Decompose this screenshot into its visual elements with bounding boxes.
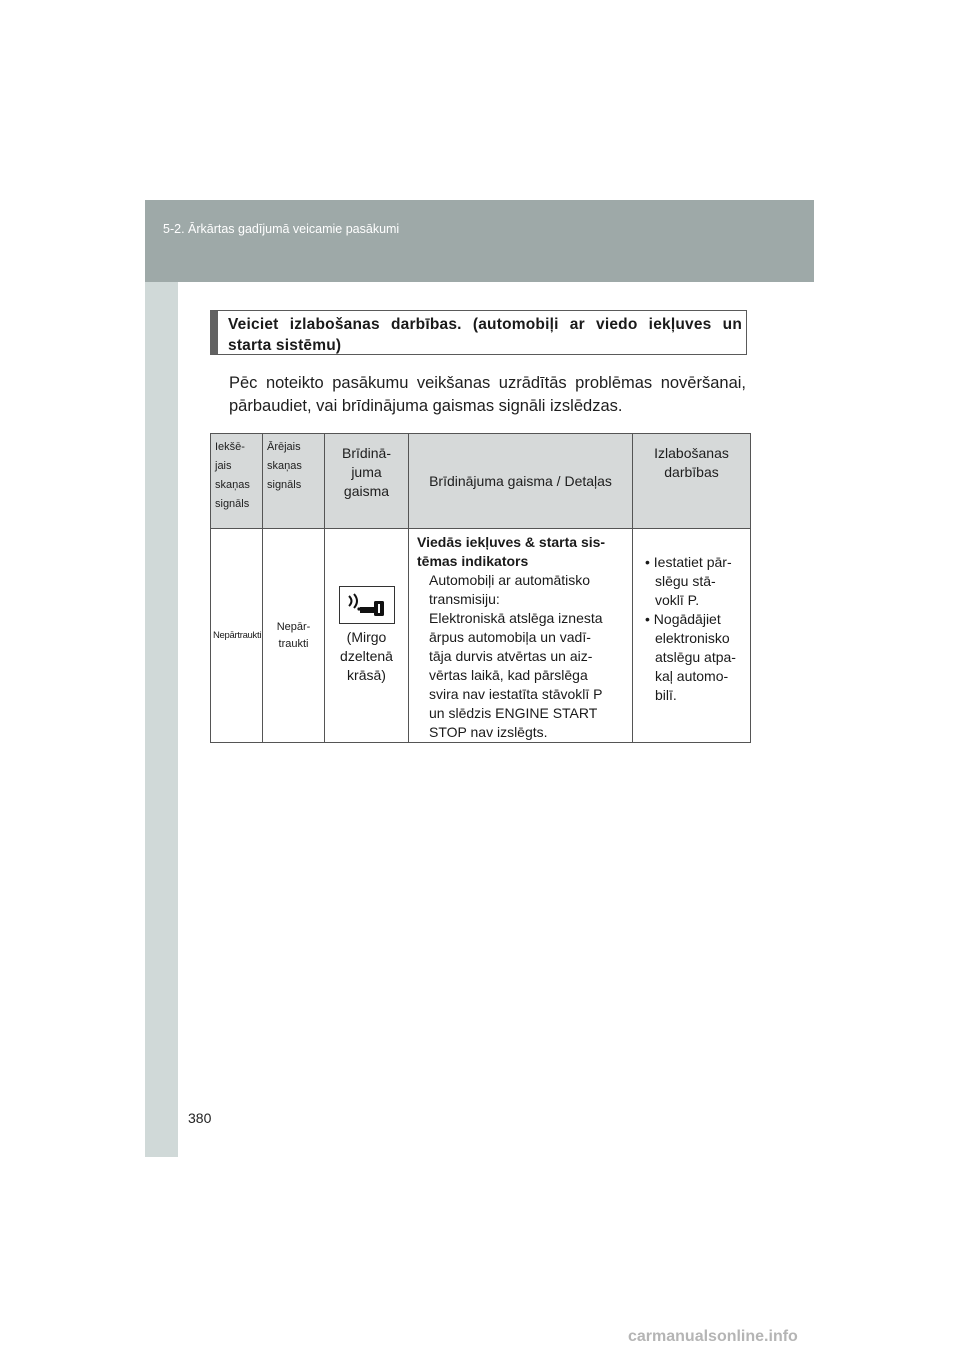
warning-table	[210, 433, 751, 743]
correction-line: slēgu stā-	[655, 573, 716, 589]
cell-external-buzzer	[263, 529, 325, 743]
bullet-mark: •	[645, 611, 650, 627]
watermark: carmanualsonline.info	[628, 1328, 798, 1345]
correction-item	[641, 610, 746, 705]
correction-line: Nogādājiet	[653, 611, 721, 627]
table-row	[211, 529, 751, 743]
warning-light-caption: (Mirgo	[346, 629, 387, 645]
header-line: gaisma	[343, 483, 390, 499]
correction-line: kaļ automo-	[655, 668, 729, 684]
correction-line: voklī P.	[655, 592, 700, 608]
header-line: jais	[215, 460, 232, 472]
details-line: Elektroniskā atslēga iznesta	[429, 610, 603, 626]
section-header-band	[145, 200, 814, 282]
details-line: ārpus automobiļa un vadī-	[429, 629, 591, 645]
header-line: Brīdinā-	[341, 445, 392, 461]
details-line: tāja durvis atvērtas un aiz-	[429, 648, 593, 664]
header-line: Iekšē-	[215, 441, 245, 453]
header-line: Izlabošanas	[654, 445, 729, 461]
header-internal-buzzer	[211, 434, 263, 529]
procedure-heading: Veiciet izlabošanas darbības. (automobiļi ar viedo iekļuves un starta sistēmu)	[228, 316, 742, 354]
header-line: skaņas	[215, 479, 250, 491]
header-line: skaņas	[267, 460, 302, 472]
cell-internal-buzzer: Nepārtraukti	[211, 529, 263, 743]
details-title: Viedās iekļuves & starta sis-	[417, 534, 606, 550]
correction-line: bilī.	[655, 687, 677, 703]
intro-paragraph: Pēc noteikto pasākumu veikšanas uzrādītās problēmas novēršanai, pārbaudiet, vai brīdinājuma gaismas signāli izslēdzas.	[229, 374, 746, 415]
details-line: Automobiļi ar automātisko	[429, 572, 591, 588]
side-strip	[145, 282, 178, 1157]
details-line: vērtas laikā, kad pārslēga	[429, 667, 588, 683]
details-line: STOP nav izslēgts.	[429, 724, 548, 740]
cell-line: traukti	[278, 637, 309, 650]
header-correction	[633, 434, 751, 529]
header-line: signāls	[215, 498, 250, 510]
correction-line: atslēgu atpa-	[655, 649, 736, 665]
bullet-mark: •	[645, 554, 650, 570]
correction-line: Iestatiet pār-	[653, 554, 732, 570]
warning-light-caption: krāsā)	[347, 667, 386, 683]
warning-light-caption: dzeltenā	[340, 648, 393, 664]
header-external-buzzer	[263, 434, 325, 529]
page-number: 380	[188, 1110, 212, 1126]
details-line: transmisiju:	[429, 591, 500, 607]
cell-warning-light	[325, 529, 409, 743]
details-line: un slēdzis ENGINE START	[429, 705, 598, 721]
key-fob-signal-icon	[345, 592, 389, 618]
cell-correction	[633, 529, 751, 743]
details-title: tēmas indikators	[417, 553, 529, 569]
details-line: svira nav iestatīta stāvoklī P	[429, 686, 603, 702]
correction-item	[641, 553, 746, 610]
section-title: 5-2. Ārkārtas gadījumā veicamie pasākumi	[163, 222, 400, 236]
header-details: Brīdinājuma gaisma / Detaļas	[409, 434, 633, 529]
cell-details	[409, 529, 633, 743]
correction-line: elektronisko	[655, 630, 730, 646]
cell-line: Nepār-	[276, 620, 311, 633]
header-line: juma	[351, 464, 382, 480]
header-warning-light	[325, 434, 409, 529]
header-line: darbības	[664, 464, 719, 480]
header-line: signāls	[267, 479, 302, 491]
smart-key-indicator-icon	[339, 586, 395, 624]
procedure-heading-box	[210, 310, 747, 355]
table-header-row	[211, 434, 751, 529]
header-line: Ārējais	[267, 441, 301, 453]
